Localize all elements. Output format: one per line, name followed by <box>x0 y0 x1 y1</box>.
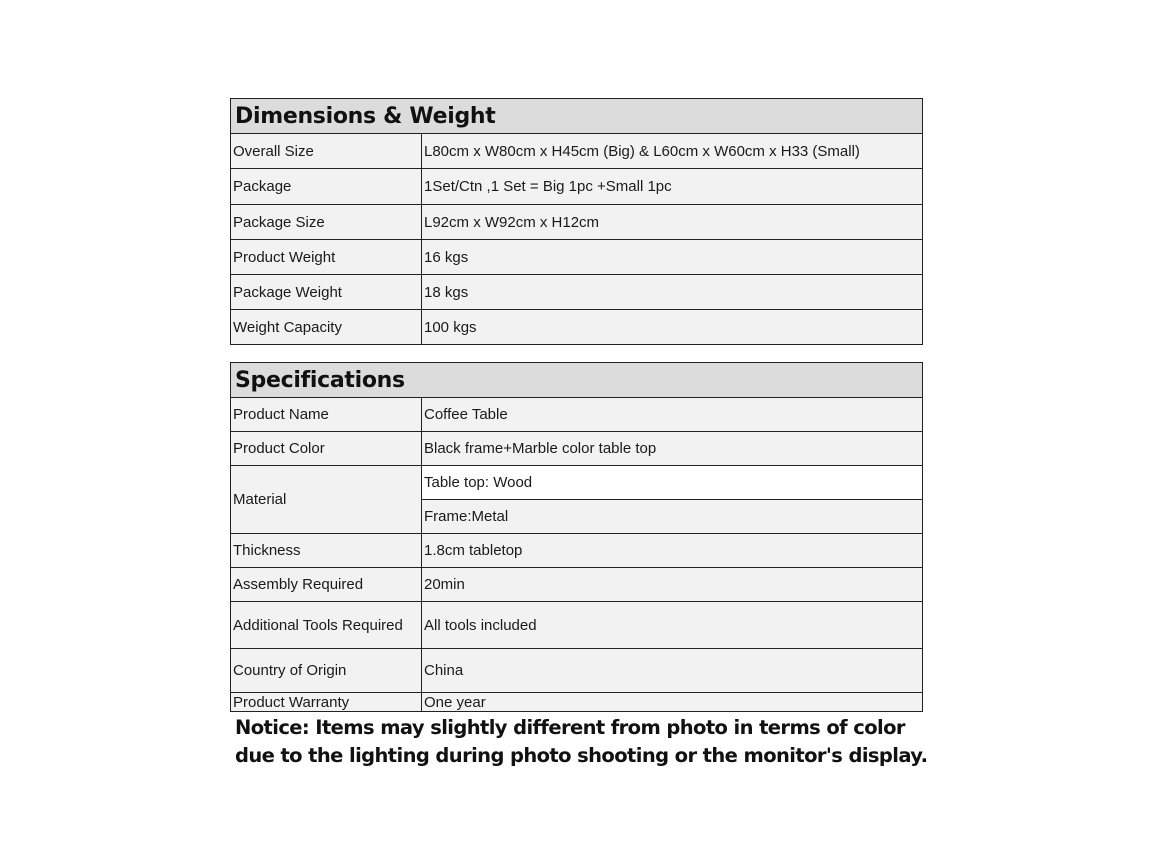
notice-line: due to the lighting during photo shooting or the monitor's display. <box>235 744 928 767</box>
table-row <box>231 398 923 432</box>
row-value: L92cm x W92cm x H12cm <box>422 205 923 240</box>
specifications-table <box>230 362 923 712</box>
table-row <box>231 310 923 345</box>
table-row <box>231 534 923 568</box>
row-label: Additional Tools Required <box>231 602 422 649</box>
row-label: Overall Size <box>231 134 422 169</box>
row-label: Assembly Required <box>231 568 422 602</box>
dimensions-weight-table <box>230 98 923 345</box>
table-row <box>231 693 923 712</box>
table-row <box>231 466 923 500</box>
row-value: Coffee Table <box>422 398 923 432</box>
table-row <box>231 134 923 169</box>
table-row <box>231 432 923 466</box>
row-value: 20min <box>422 568 923 602</box>
row-label: Product Weight <box>231 240 422 275</box>
row-value: 16 kgs <box>422 240 923 275</box>
row-label: Package Size <box>231 205 422 240</box>
row-value: 18 kgs <box>422 275 923 310</box>
table-row <box>231 240 923 275</box>
row-value: Table top: Wood <box>422 466 923 500</box>
notice-text <box>235 714 935 770</box>
row-label: Material <box>231 466 422 534</box>
row-label: Product Color <box>231 432 422 466</box>
row-value: 1Set/Ctn ,1 Set = Big 1pc +Small 1pc <box>422 169 923 205</box>
table-row <box>231 602 923 649</box>
table-row <box>231 275 923 310</box>
row-value: China <box>422 649 923 693</box>
row-label: Package <box>231 169 422 205</box>
table-row <box>231 649 923 693</box>
row-value: 1.8cm tabletop <box>422 534 923 568</box>
row-value: L80cm x W80cm x H45cm (Big) & L60cm x W60cm x H33 (Small) <box>422 134 923 169</box>
notice-line: Notice: Items may slightly different from photo in terms of color <box>235 716 905 739</box>
row-label: Product Warranty <box>231 693 422 712</box>
row-label: Thickness <box>231 534 422 568</box>
row-value: 100 kgs <box>422 310 923 345</box>
table-title: Dimensions & Weight <box>231 99 923 134</box>
row-value: Black frame+Marble color table top <box>422 432 923 466</box>
table-row <box>231 205 923 240</box>
row-value: Frame:Metal <box>422 500 923 534</box>
row-label: Package Weight <box>231 275 422 310</box>
table-title: Specifications <box>231 363 923 398</box>
row-label: Product Name <box>231 398 422 432</box>
row-label: Weight Capacity <box>231 310 422 345</box>
row-value: All tools included <box>422 602 923 649</box>
table-row <box>231 169 923 205</box>
row-value: One year <box>422 693 923 712</box>
row-label: Country of Origin <box>231 649 422 693</box>
table-row <box>231 568 923 602</box>
